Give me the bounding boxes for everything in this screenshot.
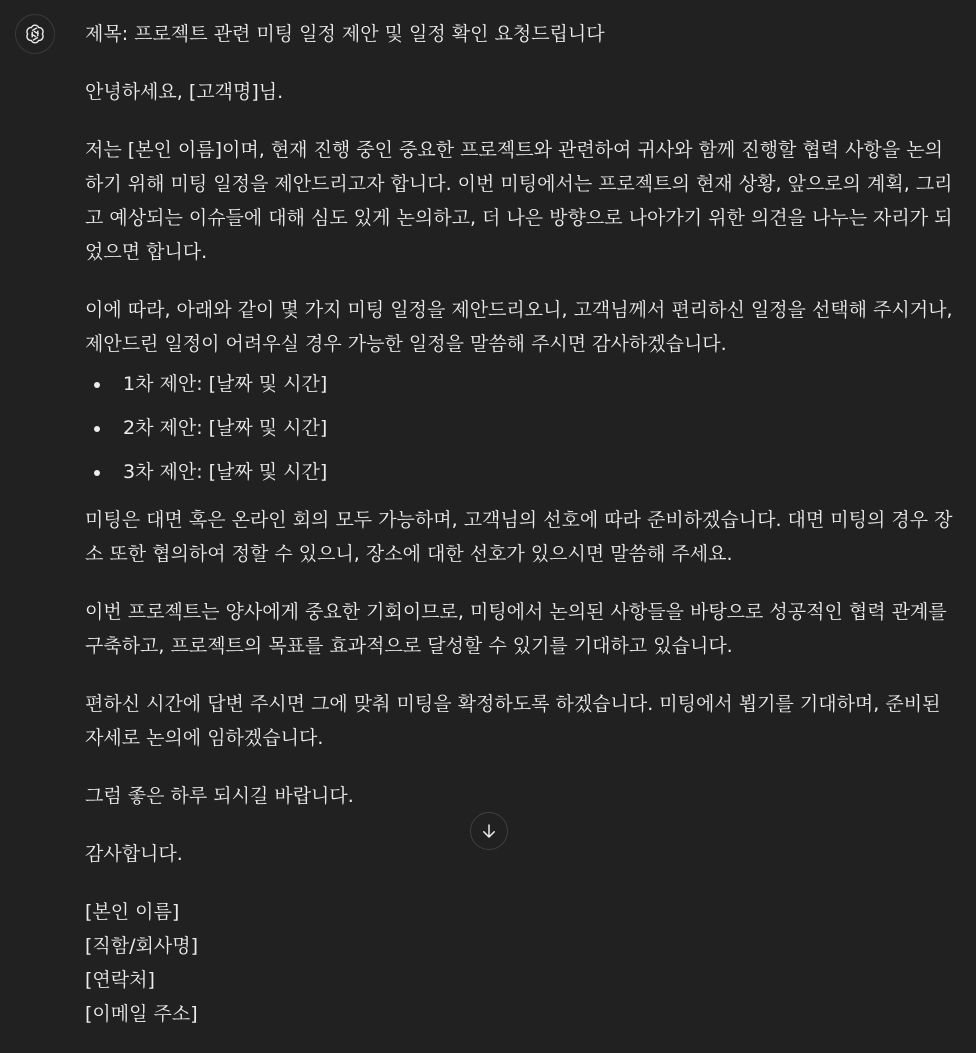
openai-logo-icon [23,22,47,46]
arrow-down-icon [480,822,498,840]
scroll-to-bottom-button[interactable] [470,812,508,850]
signature-line: [직함/회사명] [85,935,198,957]
email-paragraph: 미팅은 대면 혹은 온라인 회의 모두 가능하며, 고객님의 선호에 따라 준비하겠습니다. 대면 미팅의 경우 장소 또한 협의하여 정할 수 있으니, 장소에 대한 선호가 있으시면 말씀해 주세요. [85,509,953,565]
assistant-message [85,17,955,1031]
email-paragraph: 편하신 시간에 답변 주시면 그에 맞춰 미팅을 확정하도록 하겠습니다. 미팅에서 뵙기를 기대하며, 준비된 자세로 논의에 임하겠습니다. [85,693,941,749]
email-paragraph: 이에 따라, 아래와 같이 몇 가지 미팅 일정을 제안드리오니, 고객님께서 편리하신 일정을 선택해 주시거나, 제안드린 일정이 어려우실 경우 가능한 일정을 말씀해 주시면 감사하겠습니다. [85,299,953,355]
email-closing: 감사합니다. [85,843,183,865]
list-item: 2차 제안: [날짜 및 시간] [85,411,955,445]
email-closing: 그럼 좋은 하루 되시길 바랍니다. [85,785,354,807]
email-paragraph: 이번 프로젝트는 양사에게 중요한 기회이므로, 미팅에서 논의된 사항들을 바탕으로 성공적인 협력 관계를 구축하고, 프로젝트의 목표를 효과적으로 달성할 수 있기를 기대하고 있습니다. [85,601,947,657]
assistant-avatar [15,14,55,54]
proposal-list [85,367,955,489]
signature-line: [본인 이름] [85,901,180,923]
email-paragraph: 저는 [본인 이름]이며, 현재 진행 중인 중요한 프로젝트와 관련하여 귀사와 함께 진행할 협력 사항을 논의하기 위해 미팅 일정을 제안드리고자 합니다. 이번 미팅에서는 프로젝트의 현재 상황, 앞으로의 계획, 그리고 예상되는 이슈들에 대해 심도 있게 논의하고, 더 나은 방향으로 나아가기 위한 의견을 나누는 자리가 되었으면 합니다. [85,139,953,263]
list-item: 1차 제안: [날짜 및 시간] [85,367,955,401]
list-item: 3차 제안: [날짜 및 시간] [85,455,955,489]
email-signature [85,895,955,1031]
signature-line: [이메일 주소] [85,1003,198,1025]
email-greeting: 안녕하세요, [고객명]님. [85,81,284,103]
signature-line: [연락처] [85,969,155,991]
email-subject: 제목: 프로젝트 관련 미팅 일정 제안 및 일정 확인 요청드립니다 [85,23,605,45]
